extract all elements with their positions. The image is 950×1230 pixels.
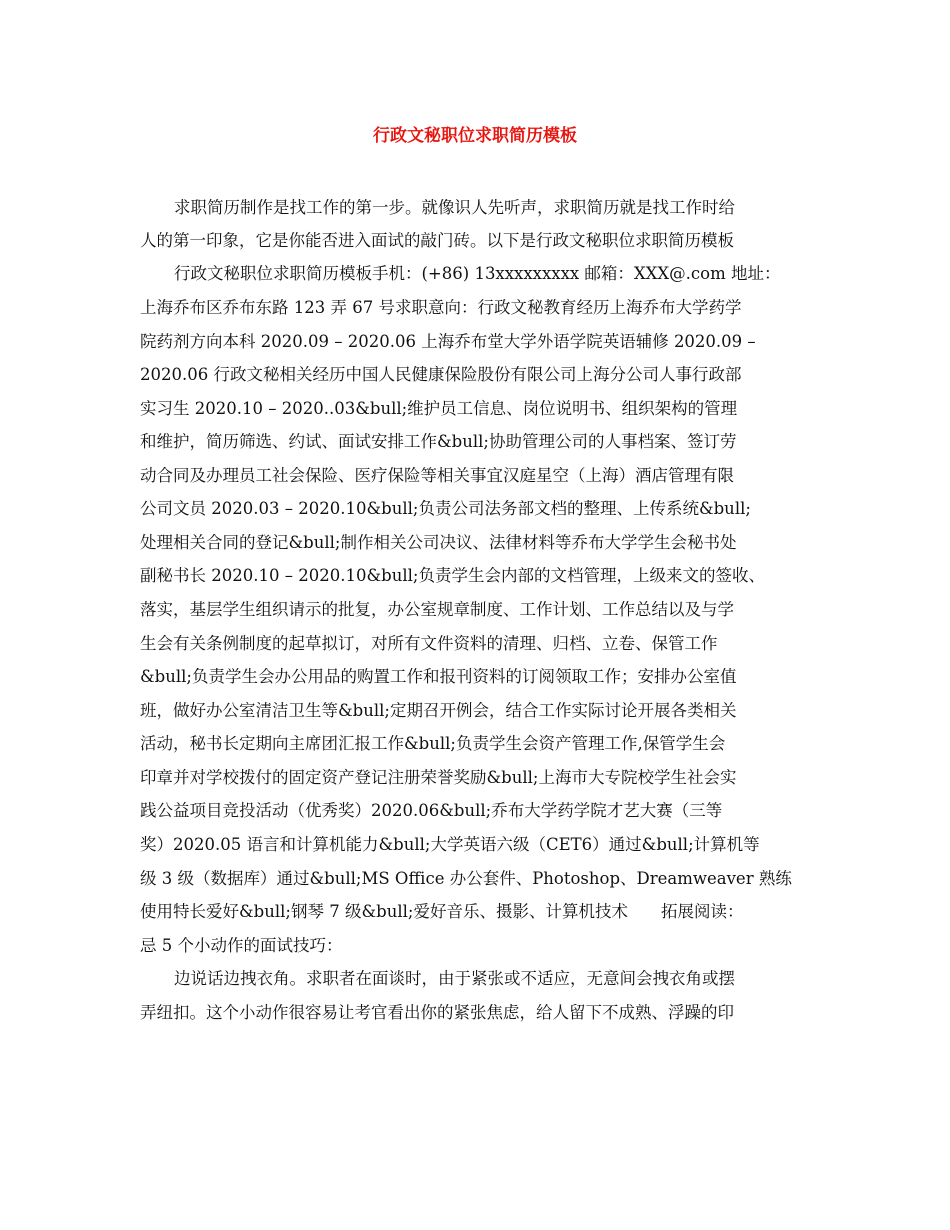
paragraph-line: 处理相关合同的登记&bull;制作相关公司决议、法律材料等乔布大学学生会秘书处 (140, 533, 737, 552)
paragraph-line: 公司文员 2020.03 – 2020.10&bull;负责公司法务部文档的整理、上传系统&bull; (140, 499, 751, 518)
paragraph-line: 使用特长爱好&bull;钢琴 7 级&bull;爱好音乐、摄影、计算机技术 拓展阅读： (140, 902, 744, 921)
paragraph-line: 上海乔布区乔布东路 123 弄 67 号求职意向：行政文秘教育经历上海乔布大学药学 (140, 298, 742, 317)
paragraph-line: &bull;负责学生会办公用品的购置工作和报刊资料的订阅领取工作；安排办公室值 (140, 667, 737, 686)
paragraph-line: 人的第一印象，它是你能否进入面试的敲门砖。以下是行政文秘职位求职简历模板 (140, 231, 734, 250)
paragraph-line: 奖）2020.05 语言和计算机能力&bull;大学英语六级（CET6）通过&bull;计算机等 (140, 835, 760, 854)
paragraph-line: 活动，秘书长定期向主席团汇报工作&bull;负责学生会资产管理工作,保管学生会 (140, 734, 726, 753)
paragraph-line: 行政文秘职位求职简历模板手机：(+86) 13xxxxxxxxx 邮箱：XXX@.com 地址： (174, 264, 781, 283)
document-title: 行政文秘职位求职简历模板 (373, 126, 577, 146)
paragraph-line: 级 3 级（数据库）通过&bull;MS Office 办公套件、Photoshop、Dreamweaver 熟练 (140, 869, 792, 888)
paragraph-line: 2020.06 行政文秘相关经历中国人民健康保险股份有限公司上海分公司人事行政部 (140, 365, 742, 384)
paragraph-line: 弄纽扣。这个小动作很容易让考官看出你的紧张焦虑，给人留下不成熟、浮躁的印 (140, 1003, 734, 1022)
paragraph-line: 求职简历制作是找工作的第一步。就像识人先听声，求职简历就是找工作时给 (174, 198, 735, 217)
paragraph-line: 副秘书长 2020.10 – 2020.10&bull;负责学生会内部的文档管理，上级来文的签收、 (140, 566, 765, 585)
paragraph-line: 边说话边拽衣角。求职者在面谈时，由于紧张或不适应，无意间会拽衣角或摆 (174, 969, 735, 988)
paragraph-line: 实习生 2020.10 – 2020..03&bull;维护员工信息、岗位说明书、组织架构的管理 (140, 399, 738, 418)
paragraph-line: 院药剂方向本科 2020.09 – 2020.06 上海乔布堂大学外语学院英语辅修 2020.09 – (140, 332, 756, 351)
paragraph-line: 班，做好办公室清洁卫生等&bull;定期召开例会，结合工作实际讨论开展各类相关 (140, 701, 737, 720)
paragraph-line: 印章并对学校拨付的固定资产登记注册荣誉奖励&bull;上海市大专院校学生社会实 (140, 768, 737, 787)
paragraph-line: 忌 5 个小动作的面试技巧： (140, 936, 343, 955)
paragraph-line: 生会有关条例制度的起草拟订，对所有文件资料的清理、归档、立卷、保管工作 (140, 634, 718, 653)
paragraph-line: 践公益项目竞投活动（优秀奖）2020.06&bull;乔布大学药学院才艺大赛（三等 (140, 801, 723, 820)
paragraph-line: 和维护，简历筛选、约试、面试安排工作&bull;协助管理公司的人事档案、签订劳 (140, 432, 737, 451)
paragraph-line: 动合同及办理员工社会保险、医疗保险等相关事宜汉庭星空（上海）酒店管理有限 (140, 466, 734, 485)
paragraph-line: 落实，基层学生组织请示的批复，办公室规章制度、工作计划、工作总结以及与学 (140, 600, 734, 619)
